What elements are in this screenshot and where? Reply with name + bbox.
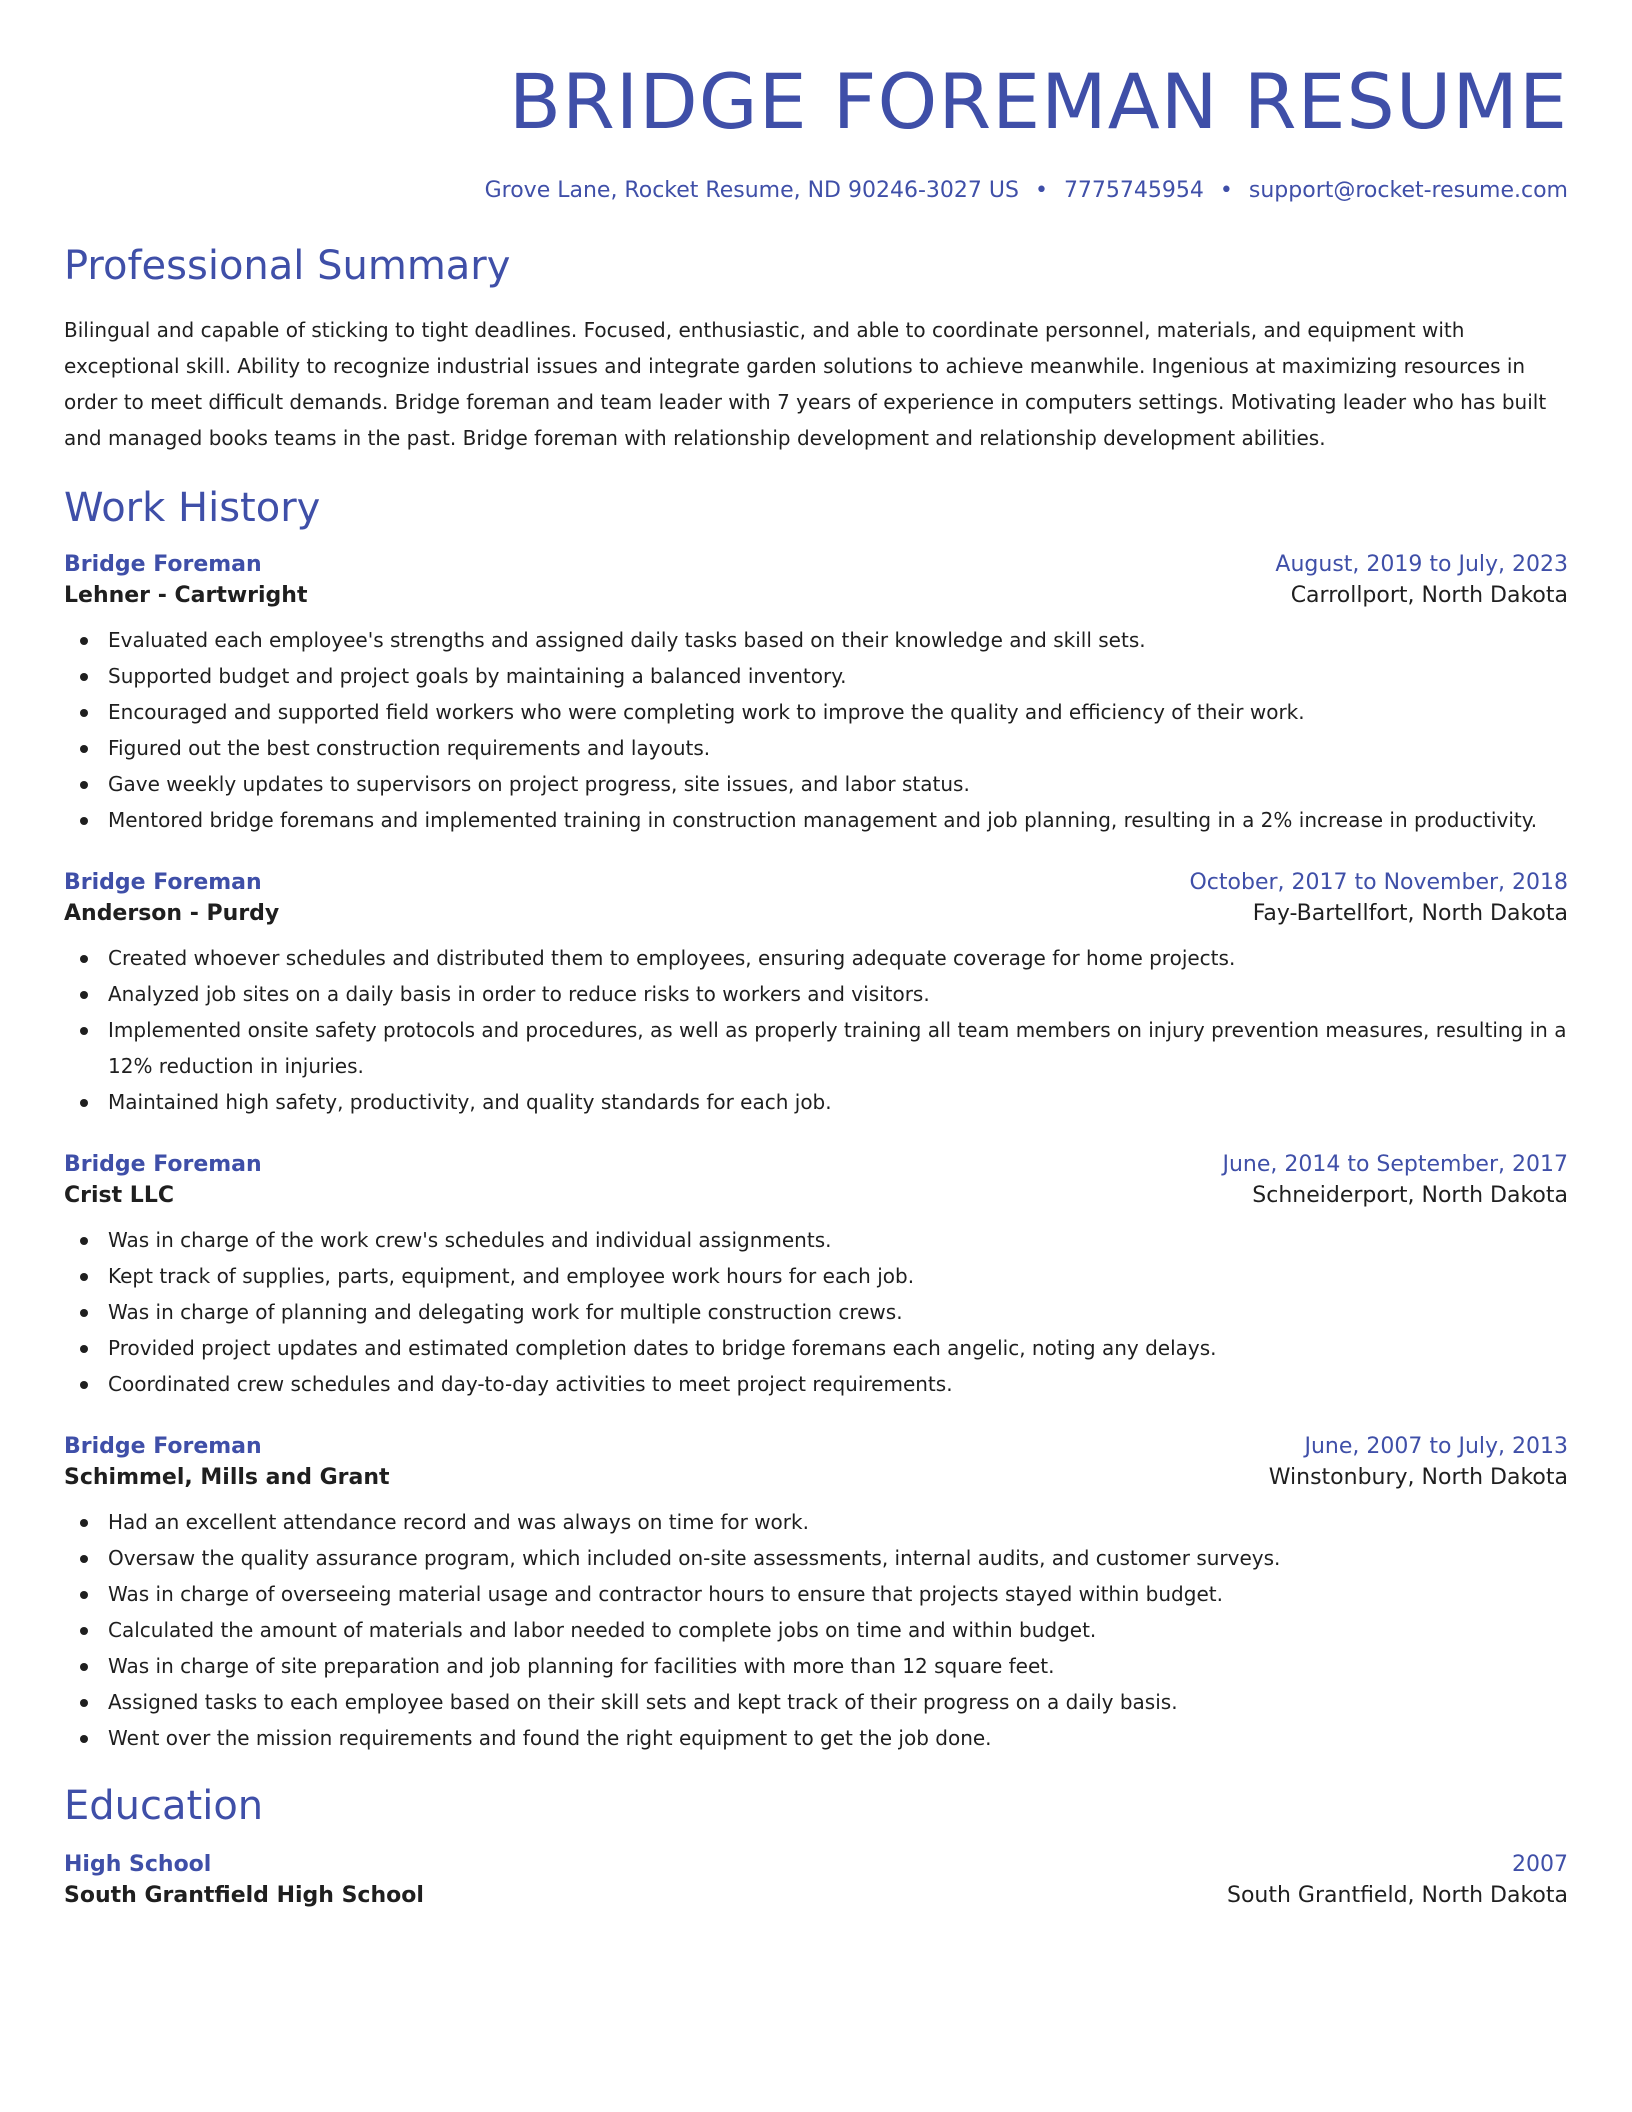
job-company-row — [64, 901, 1568, 926]
job-bullet: Was in charge of overseeing material usage and contractor hours to ensure that projects stayed within budget. — [64, 1576, 1568, 1612]
work-history-heading: Work History — [64, 485, 321, 532]
education-degree: High School — [64, 1852, 212, 1878]
job-title: Bridge Foreman — [64, 870, 262, 896]
education-header-row — [64, 1852, 1568, 1877]
job-bullet: Gave weekly updates to supervisors on project progress, site issues, and labor status. — [64, 766, 1568, 802]
job-company: Anderson - Purdy — [64, 901, 280, 927]
job-header-row — [64, 552, 1568, 577]
job-location: Carrollport, North Dakota — [1290, 583, 1568, 609]
job-bullets — [64, 1504, 1568, 1756]
job-bullet: Was in charge of planning and delegating work for multiple construction crews. — [64, 1294, 1568, 1330]
job-company: Lehner - Cartwright — [64, 583, 308, 609]
job-dates: August, 2019 to July, 2023 — [1275, 552, 1568, 578]
job-bullet: Had an excellent attendance record and was always on time for work. — [64, 1504, 1568, 1540]
job-dates: October, 2017 to November, 2018 — [1189, 870, 1568, 896]
contact-separator: • — [1219, 178, 1233, 203]
job-bullet: Oversaw the quality assurance program, which included on-site assessments, internal audits, and customer surveys. — [64, 1540, 1568, 1576]
resume-page — [64, 0, 1568, 2112]
job-bullet: Went over the mission requirements and found the right equipment to get the job done. — [64, 1720, 1568, 1756]
contact-address: Grove Lane, Rocket Resume, ND 90246-3027 US — [484, 178, 1019, 203]
job-company: Crist LLC — [64, 1183, 174, 1209]
job-bullet: Implemented onsite safety protocols and procedures, as well as properly training all team members on injury prevention measures, resulting in a 12% reduction in injuries. — [64, 1012, 1568, 1084]
job-entry — [64, 1152, 1568, 1402]
job-header-row — [64, 1434, 1568, 1459]
job-location: Schneiderport, North Dakota — [1252, 1183, 1568, 1209]
contact-separator: • — [1034, 178, 1048, 203]
job-entry — [64, 870, 1568, 1120]
job-bullet: Coordinated crew schedules and day-to-day activities to meet project requirements. — [64, 1366, 1568, 1402]
job-bullets — [64, 940, 1568, 1120]
job-bullet: Maintained high safety, productivity, and quality standards for each job. — [64, 1084, 1568, 1120]
contact-email[interactable]: support@rocket-resume.com — [1248, 178, 1568, 203]
job-company: Schimmel, Mills and Grant — [64, 1465, 390, 1491]
job-bullet: Analyzed job sites on a daily basis in order to reduce risks to workers and visitors. — [64, 976, 1568, 1012]
job-bullet: Figured out the best construction requirements and layouts. — [64, 730, 1568, 766]
education-entry — [64, 1852, 1568, 1908]
job-bullet: Assigned tasks to each employee based on their skill sets and kept track of their progress on a daily basis. — [64, 1684, 1568, 1720]
education-school: South Grantfield High School — [64, 1883, 424, 1909]
summary-heading: Professional Summary — [64, 243, 511, 290]
education-year: 2007 — [1512, 1852, 1568, 1878]
job-title: Bridge Foreman — [64, 1434, 262, 1460]
job-dates: June, 2014 to September, 2017 — [1222, 1152, 1568, 1178]
education-location: South Grantfield, North Dakota — [1227, 1883, 1568, 1909]
job-bullet: Was in charge of the work crew's schedules and individual assignments. — [64, 1222, 1568, 1258]
job-entry — [64, 1434, 1568, 1756]
education-heading: Education — [64, 1783, 264, 1830]
job-company-row — [64, 1183, 1568, 1208]
job-title: Bridge Foreman — [64, 552, 262, 578]
summary-text: Bilingual and capable of sticking to tight deadlines. Focused, enthusiastic, and able to coordinate personnel, materials, and equipment with exceptional skill. Ability to recognize industrial issues and integrate garden solutions to achieve meanwhile. Ingenious at maximizing resources in order to meet difficult demands. Bridge foreman and team leader with 7 years of experience in computers settings. Motivating leader who has built and managed books teams in the past. Bridge foreman with relationship development and relationship development abilities. — [64, 318, 1547, 451]
job-location: Winstonbury, North Dakota — [1268, 1465, 1568, 1491]
education-school-row — [64, 1883, 1568, 1908]
work-history-list — [64, 552, 1568, 1756]
job-bullet: Calculated the amount of materials and labor needed to complete jobs on time and within budget. — [64, 1612, 1568, 1648]
job-dates: June, 2007 to July, 2013 — [1304, 1434, 1568, 1460]
job-bullet: Created whoever schedules and distributed them to employees, ensuring adequate coverage for home projects. — [64, 940, 1568, 976]
job-bullet: Was in charge of site preparation and job planning for facilities with more than 12 square feet. — [64, 1648, 1568, 1684]
job-header-row — [64, 1152, 1568, 1177]
job-header-row — [64, 870, 1568, 895]
job-company-row — [64, 1465, 1568, 1490]
resume-title: BRIDGE FOREMAN RESUME — [508, 57, 1568, 146]
job-title: Bridge Foreman — [64, 1152, 262, 1178]
job-bullet: Evaluated each employee's strengths and assigned daily tasks based on their knowledge and skill sets. — [64, 622, 1568, 658]
job-bullets — [64, 622, 1568, 838]
job-bullet: Encouraged and supported field workers who were completing work to improve the quality and efficiency of their work. — [64, 694, 1568, 730]
job-bullet: Mentored bridge foremans and implemented training in construction management and job planning, resulting in a 2% increase in productivity. — [64, 802, 1568, 838]
job-bullet: Provided project updates and estimated completion dates to bridge foremans each angelic, noting any delays. — [64, 1330, 1568, 1366]
job-entry — [64, 552, 1568, 838]
contact-phone[interactable]: 7775745954 — [1063, 178, 1204, 203]
job-location: Fay-Bartellfort, North Dakota — [1252, 901, 1568, 927]
job-bullets — [64, 1222, 1568, 1402]
contact-line — [64, 178, 1568, 204]
job-company-row — [64, 583, 1568, 608]
job-bullet: Kept track of supplies, parts, equipment, and employee work hours for each job. — [64, 1258, 1568, 1294]
job-bullet: Supported budget and project goals by maintaining a balanced inventory. — [64, 658, 1568, 694]
